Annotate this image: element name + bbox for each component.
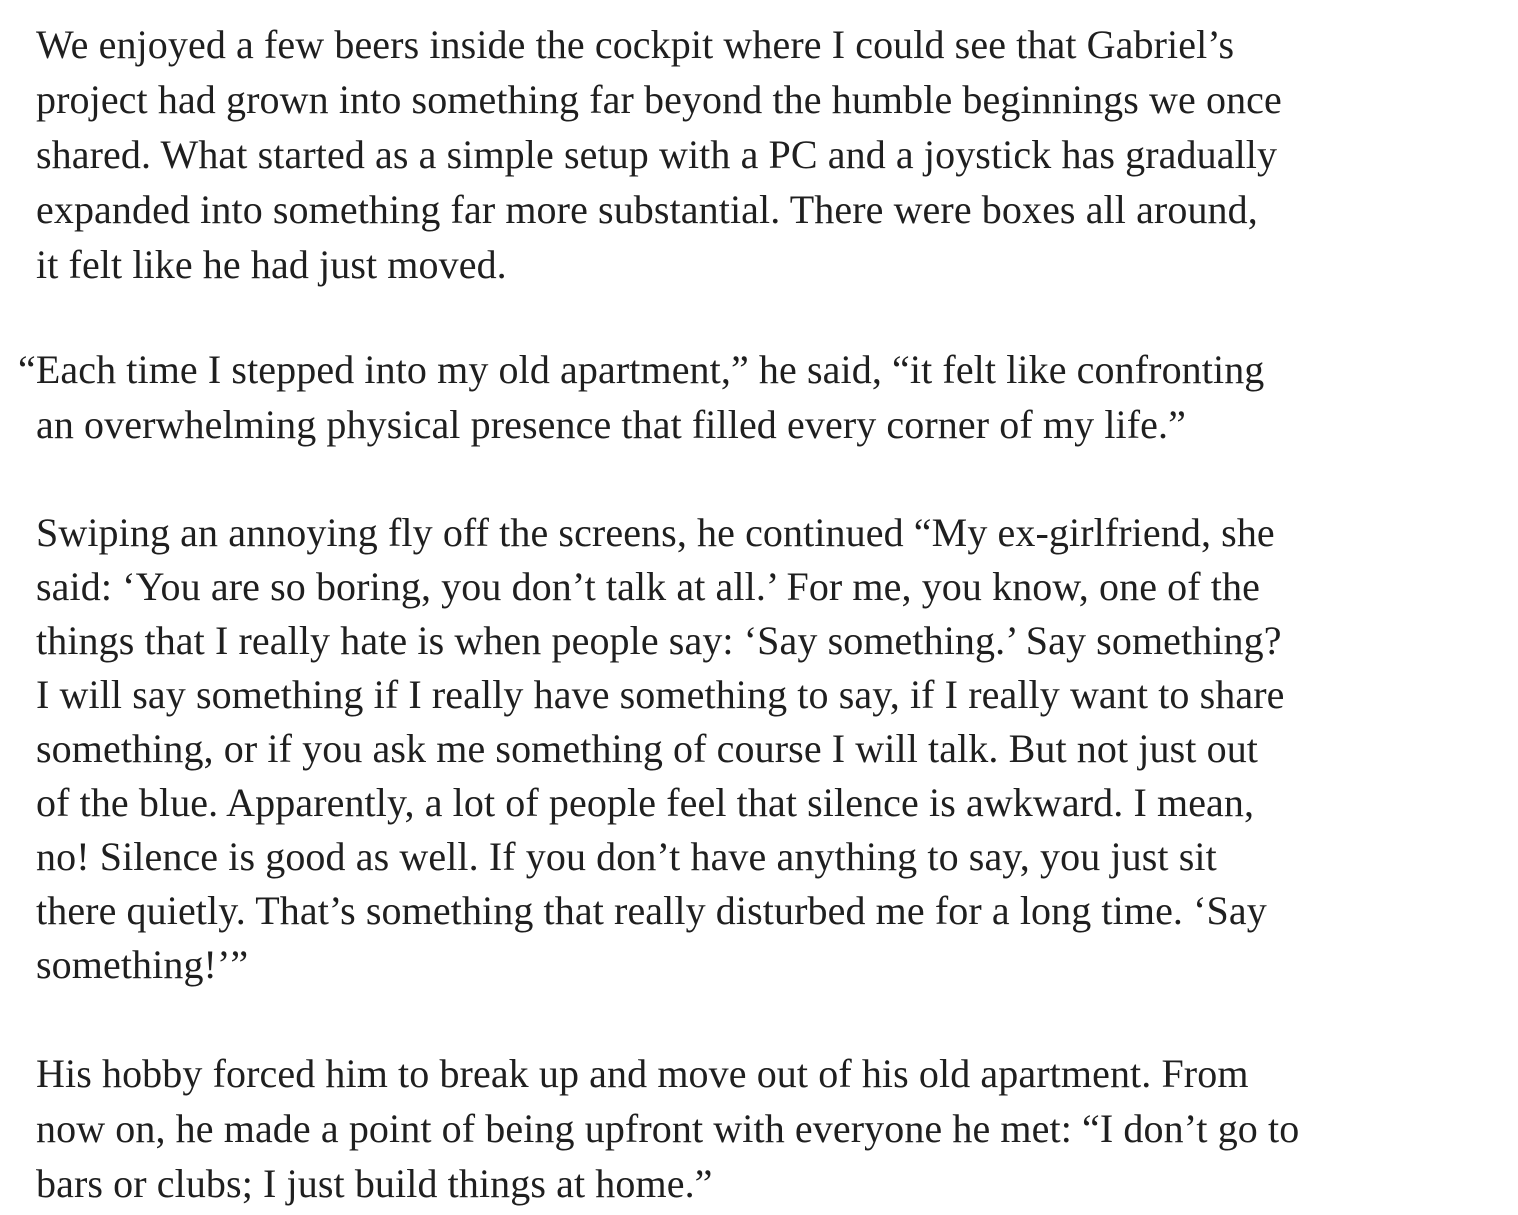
- text-line: said: ‘You are so boring, you don’t talk at all.’ For me, you know, one of the: [36, 564, 1260, 609]
- text-line: something, or if you ask me something of course I will talk. But not just out: [36, 726, 1259, 771]
- text-line: no! Silence is good as well. If you don’t have anything to say, you just sit: [36, 834, 1217, 879]
- text-line: things that I really hate is when people say: ‘Say something.’ Say something?: [36, 618, 1282, 663]
- text-line: bars or clubs; I just build things at home.”: [36, 1161, 713, 1206]
- text-line: something!’”: [36, 942, 249, 987]
- text-line: His hobby forced him to break up and move out of his old apartment. From: [36, 1051, 1249, 1096]
- text-line: I will say something if I really have something to say, if I really want to share: [36, 672, 1285, 717]
- text-line: of the blue. Apparently, a lot of people feel that silence is awkward. I mean,: [36, 780, 1255, 825]
- text-line: expanded into something far more substantial. There were boxes all around,: [36, 187, 1258, 232]
- text-line: an overwhelming physical presence that filled every corner of my life.”: [36, 402, 1186, 447]
- text-line: We enjoyed a few beers inside the cockpit where I could see that Gabriel’s: [36, 22, 1235, 67]
- text-line: there quietly. That’s something that really disturbed me for a long time. ‘Say: [36, 888, 1267, 933]
- text-line: project had grown into something far beyond the humble beginnings we once: [36, 77, 1282, 122]
- text-line: “Each time I stepped into my old apartment,” he said, “it felt like confronting: [18, 347, 1265, 392]
- text-line: Swiping an annoying fly off the screens, he continued “My ex-girlfriend, she: [36, 510, 1275, 555]
- text-line: it felt like he had just moved.: [36, 242, 507, 287]
- text-line: now on, he made a point of being upfront with everyone he met: “I don’t go to: [36, 1106, 1300, 1151]
- text-line: shared. What started as a simple setup with a PC and a joystick has gradually: [36, 132, 1278, 177]
